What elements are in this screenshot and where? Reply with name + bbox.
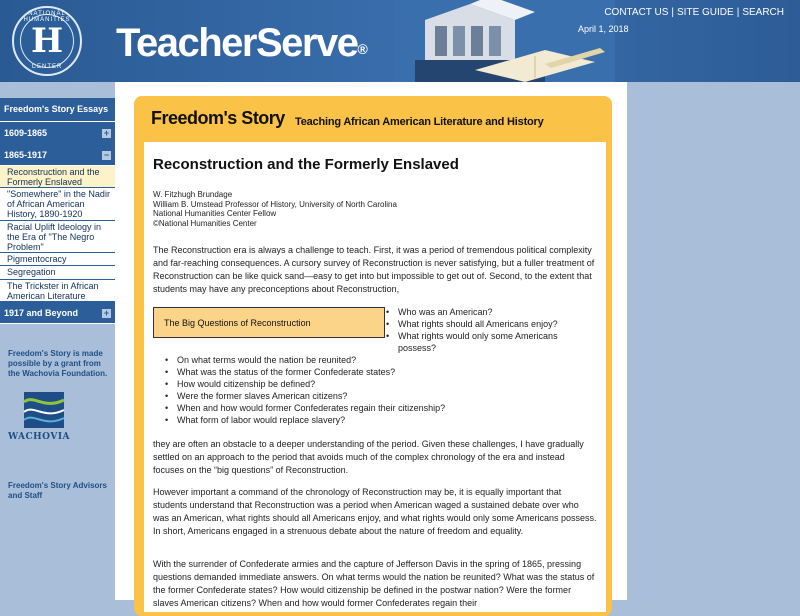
sidebar-section-label: 1865-1917: [4, 150, 48, 160]
paragraph-2: they are often an obstacle to a deeper understanding of the period. Given these challenges, I have gradually settled on an approach to the period that avoids much of the complex chronology of the era and instead focuses on the “big questions” of Reconstruction.: [153, 439, 584, 475]
banner-title: Freedom's Story: [151, 108, 285, 128]
list-item: • What was the status of the former Confederate states?: [165, 366, 595, 378]
teacherserve-logo[interactable]: [116, 20, 368, 66]
questions-right-list: [386, 306, 591, 354]
author-name: W. Fitzhugh Brundage: [153, 190, 233, 199]
sidebar-section-1865-1917[interactable]: [0, 144, 115, 166]
nav-separator: |: [671, 7, 675, 18]
banner-subtitle: Teaching African American Literature and History: [295, 116, 544, 128]
top-navigation: [604, 7, 784, 18]
author-position: William B. Umstead Professor of History, University of North Carolina: [153, 199, 397, 209]
nhc-seal-logo[interactable]: [12, 6, 82, 76]
copyright: ©National Humanities Center: [153, 218, 257, 228]
paragraph-3: However important a command of the chronology of Reconstruction may be, it is equally important that students understand that Reconstruction was a period when American waged a sustained debate over who was an American, what rights should all Americans enjoy, and what rights would only some Americans possess. In short, Americans engaged in a strenuous debate about the nature of freedom and equality.: [153, 487, 597, 536]
building-book-photo: [395, 0, 615, 82]
sidebar-item-segregation[interactable]: Segregation: [0, 266, 115, 280]
seal-top-text: NATIONAL HUMANITIES: [23, 11, 71, 23]
advisors-link[interactable]: Freedom's Story Advisors and Staff: [8, 481, 107, 500]
intro-paragraph: The Reconstruction era is always a challenge to teach. First, it was a period of tremendous political complexity and far-reaching consequences. A cursory survey of Reconstruction is never satisfying, but a fuller treatment of Reconstruction can be like quick sand—easy to get into but impossible to get out of. Second, to the extent that students may have any preconceptions about Reconstruction,: [153, 245, 595, 294]
sidebar-section-1917-beyond[interactable]: [0, 302, 115, 324]
sidebar-essays-heading[interactable]: [0, 98, 115, 122]
list-item: • What form of labor would replace slavery?: [165, 414, 595, 426]
article-title: Reconstruction and the Formerly Enslaved: [153, 156, 459, 173]
list-item: • Who was an American?: [386, 306, 591, 318]
sidebar-section-label: 1609-1865: [4, 128, 48, 138]
brand-name: TeacherServe: [116, 21, 358, 65]
contact-us-link[interactable]: CONTACT US: [604, 7, 669, 18]
expand-icon[interactable]: +: [103, 128, 110, 138]
sidebar-section-label: 1917 and Beyond: [4, 308, 79, 318]
expand-icon[interactable]: +: [103, 308, 110, 318]
sidebar-item-racial-uplift[interactable]: Racial Uplift Ideology in the Era of "The Negro Problem": [0, 221, 115, 253]
list-item: • How would citizenship be defined?: [165, 378, 595, 390]
page-date: April 1, 2018: [578, 24, 629, 34]
sidebar-item-trickster[interactable]: The Trickster in African American Literature: [0, 280, 115, 302]
list-item: • What rights would only some Americans possess?: [386, 330, 591, 354]
sidebar-item-reconstruction[interactable]: Reconstruction and the Formerly Enslaved: [0, 166, 115, 188]
sidebar-item-somewhere[interactable]: "Somewhere" in the Nadir of African American History, 1890-1920: [0, 188, 115, 221]
big-questions-box: The Big Questions of Reconstruction: [153, 307, 385, 338]
collapse-icon[interactable]: −: [103, 150, 110, 160]
search-link[interactable]: SEARCH: [742, 7, 784, 18]
paragraph-4: With the surrender of Confederate armies and the capture of Jefferson Davis in the spring of 1865, pressing questions demanded immediate answers. On what terms would the nation be reunited? What was the status of the former Confederate states? How would citizenship be defined in the postwar nation? Were the former slaves American citizens? When and how would former Confederates regain their: [153, 559, 595, 608]
brand-mark: ®: [357, 41, 368, 57]
site-guide-link[interactable]: SITE GUIDE: [677, 7, 734, 18]
grant-notice[interactable]: Freedom's Story is made possible by a grant from the Wachovia Foundation.: [8, 349, 108, 378]
questions-left-list: [165, 354, 595, 426]
seal-letter: H: [30, 21, 64, 61]
wachovia-label: WACHOVIA: [8, 432, 71, 442]
sidebar-essays-label: Freedom's Story Essays: [4, 104, 109, 114]
wachovia-logo-icon[interactable]: [24, 392, 64, 428]
list-item: • Were the former slaves American citizens?: [165, 390, 595, 402]
seal-bottom-text: CENTER: [31, 64, 63, 70]
list-item: • What rights should all Americans enjoy?: [386, 318, 591, 330]
nav-separator: |: [736, 7, 740, 18]
byline: [153, 190, 397, 228]
list-item: • When and how would former Confederates regain their citizenship?: [165, 402, 595, 414]
author-fellowship: National Humanities Center Fellow: [153, 209, 277, 218]
site-header: [0, 0, 800, 82]
list-item: • On what terms would the nation be reunited?: [165, 354, 595, 366]
sidebar-item-pigmentocracy[interactable]: Pigmentocracy: [0, 253, 115, 266]
